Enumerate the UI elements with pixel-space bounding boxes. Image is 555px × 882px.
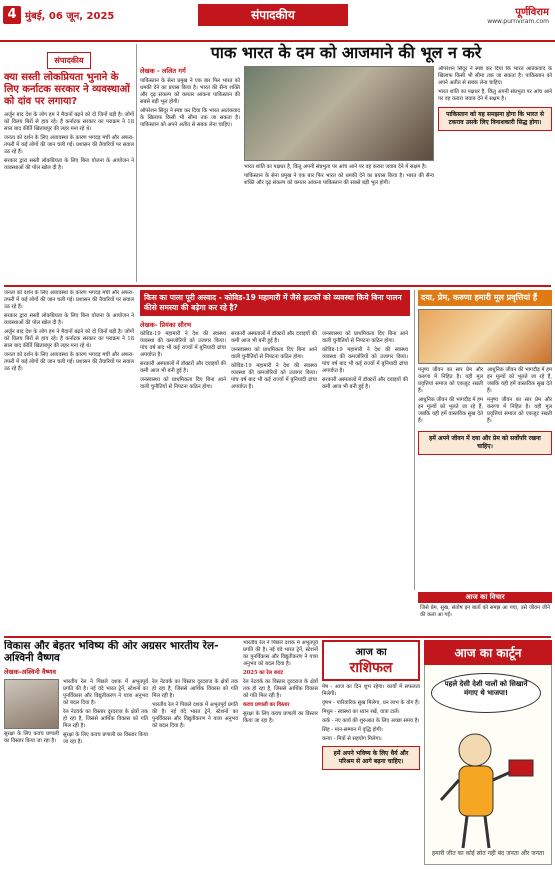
middle-headline: किस का पाला पूरी अस्वाद - कोविड-19 महामारी में जैसे झटकों को व्यवस्था किये बिना पालन कीसे समस्या की बढ़ेगा कर रहे है? — [140, 290, 410, 316]
rail-paragraph: सुरक्षा के लिए कवच प्रणाली का विस्तार किया जा रहा है। — [4, 731, 59, 744]
left-editorial — [4, 44, 134, 282]
cartoon-figure-icon — [425, 720, 551, 860]
rail-paragraph: सुरक्षा के लिए कवच प्रणाली का विस्तार किया जा रहा है। — [63, 732, 148, 745]
main-paragraph: ऑपरेशन सिंदूर ने स्पष्ट कर दिया कि भारत आतंकवाद के खिलाफ किसी भी सीमा तक जा सकता है। पाकिस्तान को अपने अतीत से सबक लेना चाहिए। — [438, 66, 552, 86]
rail-article-cont — [243, 640, 318, 878]
main-paragraph: पाकिस्तान के सेना प्रमुख ने एक बार फिर भारत को धमकी देने का प्रयास किया है। भारत की सैन्य शक्ति और दृढ़ संकल्प को कमतर आंकना पाकिस्तान की सबसे बड़ी भूल होगी। — [140, 78, 240, 105]
left-paragraph: जनता को दर्शन के लिए अव्यवस्था के कारण भगदड़ मची और अफरा-तफरी में कई लोगों की जान चली गई। प्रशासन की तैयारियों पर सवाल उठ रहे हैं। — [4, 352, 134, 372]
left-paragraph: अर्जुन बाद देश के लोग हम ने मैदानों बढ़ने को दो जिनों बड़ी है। जोगों को विलय बिरों से हाय रहे। है कर्नाटक सरकार का पराक्रम ने 18 साल बाद कीर्ति खिताबपुर की लहर मना रहे थे। — [4, 329, 134, 349]
left-paragraph: सरकार द्वारा सस्ती लोकप्रियता के लिए बिना योजना के आयोजन ने व्यवस्थाओं की पोल खोल दी है। — [4, 158, 134, 171]
horoscope-entry: मिथुन - स्वास्थ्य का ध्यान रखें, यात्रा टालें। — [322, 709, 400, 715]
rail-paragraph: भारतीय रेल ने पिछले दशक में अभूतपूर्व प्रगति की है। नई वंदे भारत ट्रेनें, स्टेशनों का पुनर्विकास और विद्युतीकरण ने यात्रा अनुभव को बदल दिया है। — [63, 679, 148, 706]
right-paragraph: आधुनिक जीवन की भागदौड़ में हम इन मूल्यों को भूलते जा रहे हैं, जबकि यही हमें वास्तविक सुख देते हैं। — [487, 367, 552, 394]
cartoon — [424, 640, 552, 878]
right-article — [418, 290, 552, 590]
middle-paragraph: कोविड-19 महामारी ने देश की स्वास्थ्य व्यवस्था की कमजोरियों को उजागर किया। पांच वर्ष बाद भी कई राज्यों में बुनियादी ढांचा अपर्याप्त है। — [322, 347, 408, 374]
cartoon-caption: हमारी जीत का कोई स्रोत नहीं बंद जनता और जनता — [431, 850, 545, 857]
main-quote: पाकिस्तान को यह समझना होगा कि भारत से टकराव उसके लिए विनाशकारी सिद्ध होगा। — [438, 107, 552, 131]
horoscope-subtitle: राशिफल — [349, 660, 393, 676]
main-col-3 — [438, 66, 552, 282]
horoscope-entry: वृषभ - पारिवारिक सुख मिलेगा, धन लाभ के योग हैं। — [322, 700, 420, 706]
section-divider — [4, 636, 551, 638]
middle-paragraph: सरकारी अस्पतालों में डॉक्टरों और दवाइयों की कमी आज भी बनी हुई है। — [140, 361, 226, 374]
right-quote: हमें अपने जीवन में दया और प्रेम को सर्वोपरि रखना चाहिए। — [418, 431, 552, 455]
author-photo — [4, 679, 59, 729]
horoscope-quote: हमें अपने भविष्य के लिए धैर्य और परिश्रम से आगे बढ़ना चाहिए। — [322, 746, 420, 770]
main-col-2 — [244, 66, 434, 282]
section-divider — [4, 285, 551, 287]
editorial-label: संपादकीय — [47, 52, 90, 69]
cartoon-title: आज का कार्टून — [424, 640, 552, 665]
horoscope-title: आज का — [355, 647, 387, 658]
page-header — [0, 0, 555, 42]
right-photo — [418, 309, 552, 364]
rail-paragraph: रेल नेटवर्क का विस्तार दूरदराज के क्षेत्रों तक हो रहा है, जिससे आर्थिक विकास को गति मिल रही है। — [243, 679, 318, 699]
section-title: संपादकीय — [198, 4, 348, 26]
thought-title: आज का विचार — [418, 592, 552, 603]
rail-paragraph: भारतीय रेल ने पिछले दशक में अभूतपूर्व प्रगति की है। नई वंदे भारत ट्रेनें, स्टेशनों का पुनर्विकास और विद्युतीकरण ने यात्रा अनुभव को बदल दिया है। — [152, 702, 238, 729]
main-byline: लेखक - ललित गर्ग — [140, 67, 186, 75]
rail-subhead: कवच प्रणाली का विस्तार — [243, 702, 290, 708]
main-headline-wrap — [140, 42, 552, 64]
main-paragraph: ऑपरेशन सिंदूर ने स्पष्ट कर दिया कि भारत आतंकवाद के खिलाफ किसी भी सीमा तक जा सकता है। पाकिस्तान को अपने अतीत से सबक लेना चाहिए। — [140, 108, 240, 128]
left-paragraph: अर्जुन बाद देश के लोग हम ने मैदानों बढ़ने को दो जिनों बड़ी है। जोगों को विलय बिरों से हाय रहे। है कर्नाटक सरकार का पराक्रम ने 18 साल बाद कीर्ति खिताबपुर की लहर मना रहे थे। — [4, 112, 134, 132]
dateline: मुंबई, 06 जून, 2025 — [25, 11, 115, 22]
middle-paragraph: कोविड-19 महामारी ने देश की स्वास्थ्य व्यवस्था की कमजोरियों को उजागर किया। पांच वर्ष बाद भी कई राज्यों में बुनियादी ढांचा अपर्याप्त है। — [231, 363, 317, 390]
speech-bubble: पहले देसी देशी पालों को सिखाने मंगाए थे भाजपा! — [431, 673, 541, 713]
page-number: 4 — [3, 6, 21, 24]
left-body — [4, 112, 134, 172]
left-paragraph: जनता को दर्शन के लिए अव्यवस्था के कारण भगदड़ मची और अफरा-तफरी में कई लोगों की जान चली गई। प्रशासन की तैयारियों पर सवाल उठ रहे हैं। — [4, 290, 134, 310]
thought-box — [418, 592, 552, 632]
middle-paragraph: सरकारी अस्पतालों में डॉक्टरों और दवाइयों की कमी आज भी बनी हुई है। — [322, 377, 408, 390]
main-photo — [244, 66, 434, 161]
rail-paragraph: रेल नेटवर्क का विस्तार दूरदराज के क्षेत्रों तक हो रहा है, जिससे आर्थिक विकास को गति मिल रही है। — [152, 679, 238, 699]
horoscope-entry: सिंह - मान-सम्मान में वृद्धि होगी। — [322, 727, 383, 733]
main-col-1 — [140, 66, 240, 282]
right-headline: दया, प्रेम, करुणा हमारी मूल प्रवृत्तियां हैं — [418, 290, 552, 306]
brand-url: www.purnviram.com — [487, 18, 549, 25]
left-headline: क्या सस्ती लोकप्रियता भुनाने के लिए कर्नाटक सरकार ने व्यवस्थाओं को दांव पर लगाया? — [4, 72, 130, 107]
cartoon-panel — [424, 665, 552, 865]
right-paragraph: मनुष्य जीवन का सार प्रेम और करुणा में निहित है। यही मूल प्रवृत्तियां समाज को एकजुट रखती हैं। — [487, 397, 552, 424]
horoscope-entry: मेष - आज का दिन शुभ रहेगा। कार्यों में सफलता मिलेगी। — [322, 684, 420, 697]
middle-paragraph: कोविड-19 महामारी ने देश की स्वास्थ्य व्यवस्था की कमजोरियों को उजागर किया। पांच वर्ष बाद भी कई राज्यों में बुनियादी ढांचा अपर्याप्त है। — [140, 331, 226, 358]
rail-subhead: 2025 का रेल बजट — [243, 670, 284, 676]
rail-paragraph: सुरक्षा के लिए कवच प्रणाली का विस्तार किया जा रहा है। — [243, 711, 318, 724]
middle-paragraph: सरकारी अस्पतालों में डॉक्टरों और दवाइयों की कमी आज भी बनी हुई है। — [231, 331, 317, 344]
main-article — [140, 66, 552, 282]
middle-paragraph: जनस्वास्थ्य को प्राथमिकता दिए बिना आने वाली चुनौतियों से निपटना कठिन होगा। — [322, 331, 408, 344]
middle-paragraph: जनस्वास्थ्य को प्राथमिकता दिए बिना आने वाली चुनौतियों से निपटना कठिन होगा। — [140, 377, 226, 390]
right-paragraph: मनुष्य जीवन का सार प्रेम और करुणा में निहित है। यही मूल प्रवृत्तियां समाज को एकजुट रखती हैं। — [418, 367, 483, 394]
rail-headline: विकास और बेहतर भविष्य की ओर अग्रसर भारतीय रेल-अश्विनी वैष्णव — [4, 640, 219, 664]
main-paragraph: पाकिस्तान के सेना प्रमुख ने एक बार फिर भारत को धमकी देने का प्रयास किया है। भारत की सैन्य शक्ति और दृढ़ संकल्प को कमतर आंकना पाकिस्तान की सबसे बड़ी भूल होगी। — [244, 173, 434, 186]
thought-text: जिसे प्रेम, सुख, संतोष इन बातों को समझ आ गया, उसे जीवन जीने की कला आ गई। — [420, 605, 550, 618]
middle-byline: लेखक- प्रियंका सौरभ — [140, 321, 192, 329]
horoscope — [322, 640, 420, 878]
brand-name: पूर्णविराम — [515, 7, 549, 18]
main-headline: पाक भारत के दम को आजमाने की भूल न करे — [210, 43, 482, 62]
rail-paragraph: रेल नेटवर्क का विस्तार दूरदराज के क्षेत्रों तक हो रहा है, जिससे आर्थिक विकास को गति मिल रही है। — [63, 709, 148, 729]
rail-byline: लेखक-अश्विनी वैष्णव — [4, 668, 57, 676]
left-paragraph: सरकार द्वारा सस्ती लोकप्रियता के लिए बिना योजना के आयोजन ने व्यवस्थाओं की पोल खोल दी है। — [4, 313, 134, 326]
column-divider — [414, 290, 415, 590]
middle-article — [140, 290, 410, 590]
rail-paragraph: भारतीय रेल ने पिछले दशक में अभूतपूर्व प्रगति की है। नई वंदे भारत ट्रेनें, स्टेशनों का पुनर्विकास और विद्युतीकरण ने यात्रा अनुभव को बदल दिया है। — [243, 640, 318, 667]
main-paragraph: भारत शांति का पक्षधर है, किंतु अपनी संप्रभुता पर आंच आने पर वह करारा जवाब देने में सक्षम है। — [244, 164, 427, 170]
horoscope-entry: कर्क - नए कार्य की शुरुआत के लिए अच्छा समय है। — [322, 718, 420, 724]
right-paragraph: आधुनिक जीवन की भागदौड़ में हम इन मूल्यों को भूलते जा रहे हैं, जबकि यही हमें वास्तविक सुख देते हैं। — [418, 397, 483, 424]
left-paragraph: जनता को दर्शन के लिए अव्यवस्था के कारण भगदड़ मची और अफरा-तफरी में कई लोगों की जान चली गई। प्रशासन की तैयारियों पर सवाल उठ रहे हैं। — [4, 135, 134, 155]
middle-paragraph: जनस्वास्थ्य को प्राथमिकता दिए बिना आने वाली चुनौतियों से निपटना कठिन होगा। — [231, 347, 317, 360]
main-paragraph: भारत शांति का पक्षधर है, किंतु अपनी संप्रभुता पर आंच आने पर वह करारा जवाब देने में सक्षम है। — [438, 89, 552, 102]
brand — [487, 4, 549, 25]
horoscope-entry: कन्या - मित्रों से सहयोग मिलेगा। — [322, 736, 382, 742]
rail-article — [4, 640, 239, 878]
column-divider — [136, 44, 137, 282]
left-lower — [4, 290, 134, 590]
